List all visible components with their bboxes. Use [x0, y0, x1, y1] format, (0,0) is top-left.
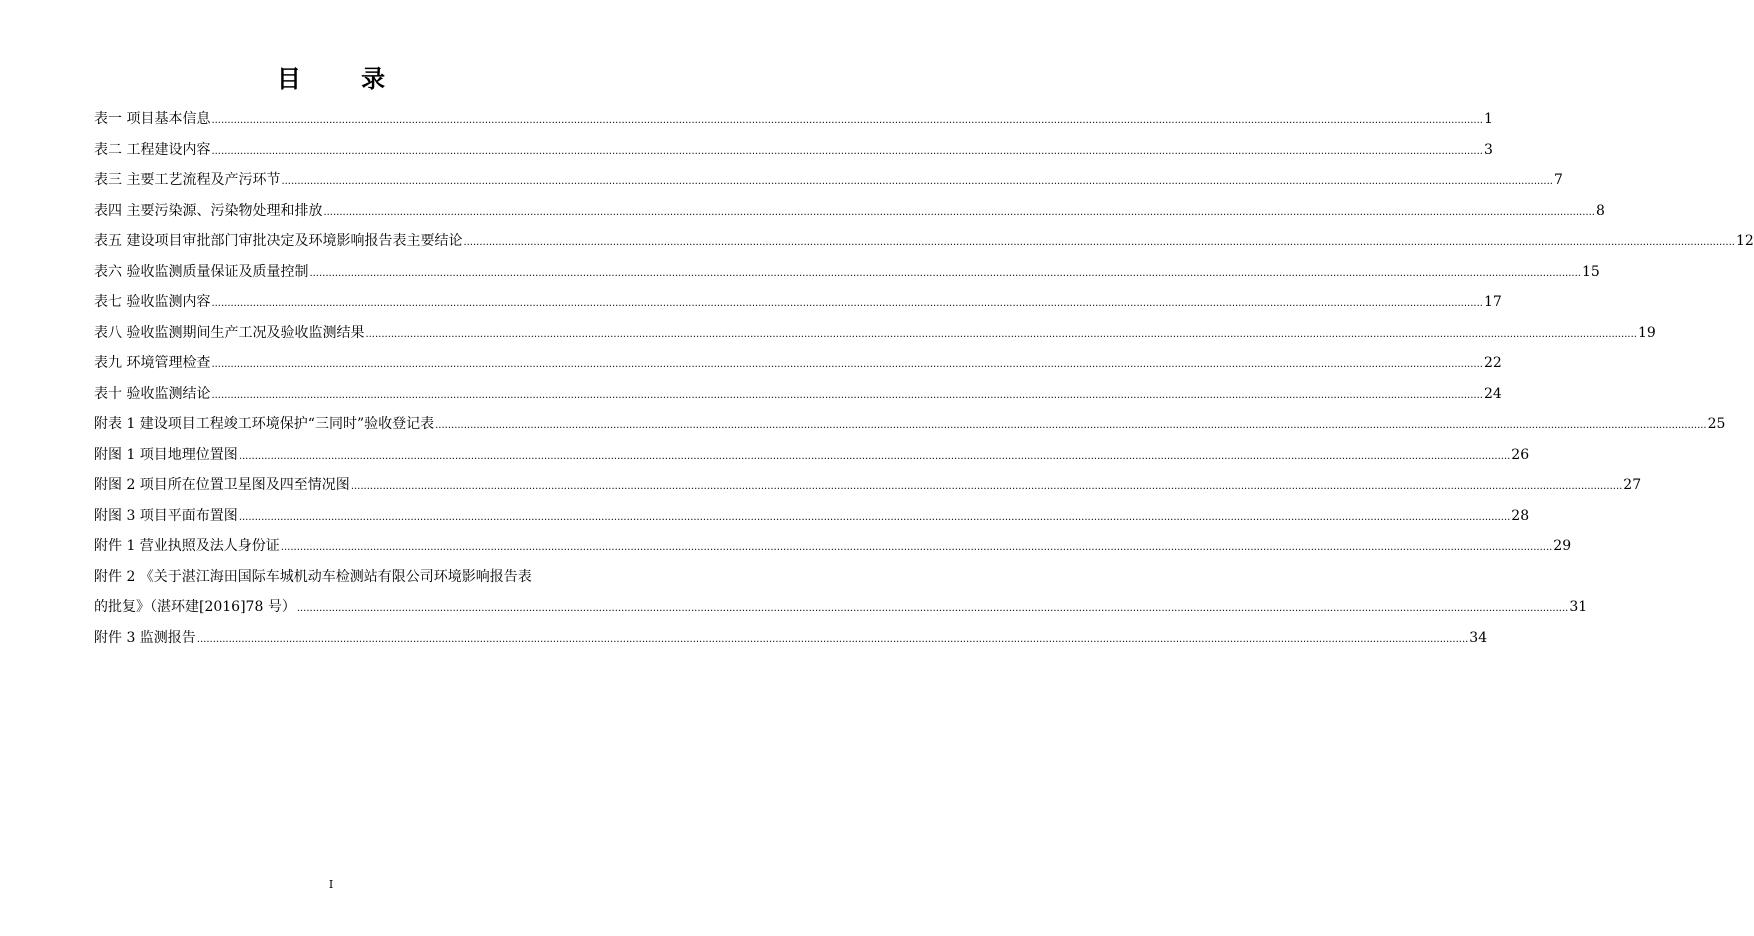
toc-entry[interactable] [94, 196, 1605, 227]
toc-entry[interactable] [94, 287, 1502, 318]
toc-dot-leader: ................................................................................................................................................................................................................................................................................................................................................................................................................ [211, 389, 1483, 401]
toc-entry-label: 的批复》（湛环建[2016]78 号） [94, 599, 296, 615]
toc-entry-label: 表三 主要工艺流程及产污环节 [94, 172, 281, 188]
toc-dot-leader: ................................................................................................................................................................................................................................................................................................................................................................................................................ [238, 511, 1511, 523]
toc-entry-label: 表九 环境管理检查 [94, 355, 211, 371]
toc-dot-leader: ................................................................................................................................................................................................................................................................................................................................................................................................................ [238, 450, 1511, 462]
toc-entry-label: 表六 验收监测质量保证及质量控制 [94, 263, 309, 280]
toc-entry-page: 3 [1483, 141, 1493, 158]
toc-entry-page: 1 [1483, 111, 1493, 127]
toc-entry[interactable] [94, 501, 1530, 532]
toc-entry[interactable] [94, 318, 1656, 349]
toc-entry[interactable] [94, 379, 1502, 410]
toc-entry-page: 25 [1707, 416, 1726, 432]
toc-entry-page: 8 [1595, 202, 1605, 219]
toc-dot-leader: ................................................................................................................................................................................................................................................................................................................................................................................................................ [365, 328, 1637, 340]
toc-entry-page: 28 [1511, 507, 1530, 524]
toc-dot-leader: ................................................................................................................................................................................................................................................................................................................................................................................................................ [435, 420, 1707, 431]
table-of-contents [94, 104, 1754, 653]
toc-entry-page: 27 [1623, 477, 1642, 493]
toc-dot-leader: ................................................................................................................................................................................................................................................................................................................................................................................................................ [350, 481, 1623, 492]
toc-entry-label: 表四 主要污染源、污染物处理和排放 [94, 202, 323, 219]
toc-dot-leader: ................................................................................................................................................................................................................................................................................................................................................................................................................ [309, 267, 1581, 279]
toc-entry-page: 12 [1735, 233, 1754, 249]
toc-entry-label: 附图 1 项目地理位置图 [94, 446, 238, 463]
toc-dot-leader: ................................................................................................................................................................................................................................................................................................................................................................................................................ [211, 115, 1483, 126]
toc-entry[interactable] [94, 226, 1754, 257]
toc-entry-label: 表一 项目基本信息 [94, 111, 211, 127]
toc-entry[interactable] [94, 104, 1493, 135]
toc-entry[interactable] [94, 257, 1600, 288]
toc-entry-page: 34 [1469, 629, 1488, 646]
toc-entry-label: 附件 3 监测报告 [94, 629, 196, 646]
toc-entry[interactable] [94, 165, 1563, 196]
toc-dot-leader: ................................................................................................................................................................................................................................................................................................................................................................................................................ [281, 176, 1553, 187]
toc-dot-leader: ................................................................................................................................................................................................................................................................................................................................................................................................................ [296, 603, 1569, 614]
toc-entry[interactable] [94, 348, 1502, 379]
toc-dot-leader: ................................................................................................................................................................................................................................................................................................................................................................................................................ [463, 237, 1735, 248]
toc-entry-page: 26 [1511, 446, 1530, 463]
toc-entry-label: 附件 2 《关于湛江海田国际车城机动车检测站有限公司环境影响报告表 [94, 568, 532, 585]
toc-entry[interactable] [94, 562, 582, 593]
toc-entry[interactable] [94, 623, 1488, 654]
toc-entry-label: 附件 1 营业执照及法人身份证 [94, 538, 280, 554]
toc-entry[interactable] [94, 531, 1572, 562]
toc-entry-label: 附图 3 项目平面布置图 [94, 507, 238, 524]
toc-entry[interactable] [94, 440, 1530, 471]
toc-entry-page: 7 [1553, 172, 1563, 188]
toc-entry-label: 附表 1 建设项目工程竣工环境保护“三同时”验收登记表 [94, 416, 435, 432]
toc-entry[interactable] [94, 470, 1642, 501]
toc-entry[interactable] [94, 135, 1493, 166]
toc-dot-leader: ................................................................................................................................................................................................................................................................................................................................................................................................................ [196, 633, 1469, 645]
toc-dot-leader: ................................................................................................................................................................................................................................................................................................................................................................................................................ [211, 298, 1483, 309]
toc-entry-page: 22 [1483, 355, 1502, 371]
toc-entry-page: 29 [1553, 538, 1572, 554]
toc-entry-page: 31 [1569, 599, 1588, 615]
page-number: I [328, 878, 334, 891]
toc-dot-leader: ................................................................................................................................................................................................................................................................................................................................................................................................................ [323, 206, 1595, 218]
toc-entry-label: 表十 验收监测结论 [94, 385, 211, 402]
toc-entry-label: 表五 建设项目审批部门审批决定及环境影响报告表主要结论 [94, 233, 463, 249]
toc-entry-page: 15 [1581, 263, 1600, 280]
toc-entry-label: 表二 工程建设内容 [94, 141, 211, 158]
toc-entry-label: 附图 2 项目所在位置卫星图及四至情况图 [94, 477, 350, 493]
toc-entry-label: 表七 验收监测内容 [94, 294, 211, 310]
toc-entry-page: 17 [1483, 294, 1502, 310]
toc-entry[interactable] [94, 409, 1726, 440]
toc-entry-label: 表八 验收监测期间生产工况及验收监测结果 [94, 324, 365, 341]
toc-dot-leader: ................................................................................................................................................................................................................................................................................................................................................................................................................ [211, 145, 1483, 157]
toc-dot-leader: ................................................................................................................................................................................................................................................................................................................................................................................................................ [280, 542, 1553, 553]
page-title: 目 录 [276, 64, 412, 93]
toc-entry[interactable] [94, 592, 1588, 623]
toc-entry-page: 19 [1637, 324, 1656, 341]
toc-dot-leader: ................................................................................................................................................................................................................................................................................................................................................................................................................ [211, 359, 1483, 370]
toc-entry-page: 24 [1483, 385, 1502, 402]
